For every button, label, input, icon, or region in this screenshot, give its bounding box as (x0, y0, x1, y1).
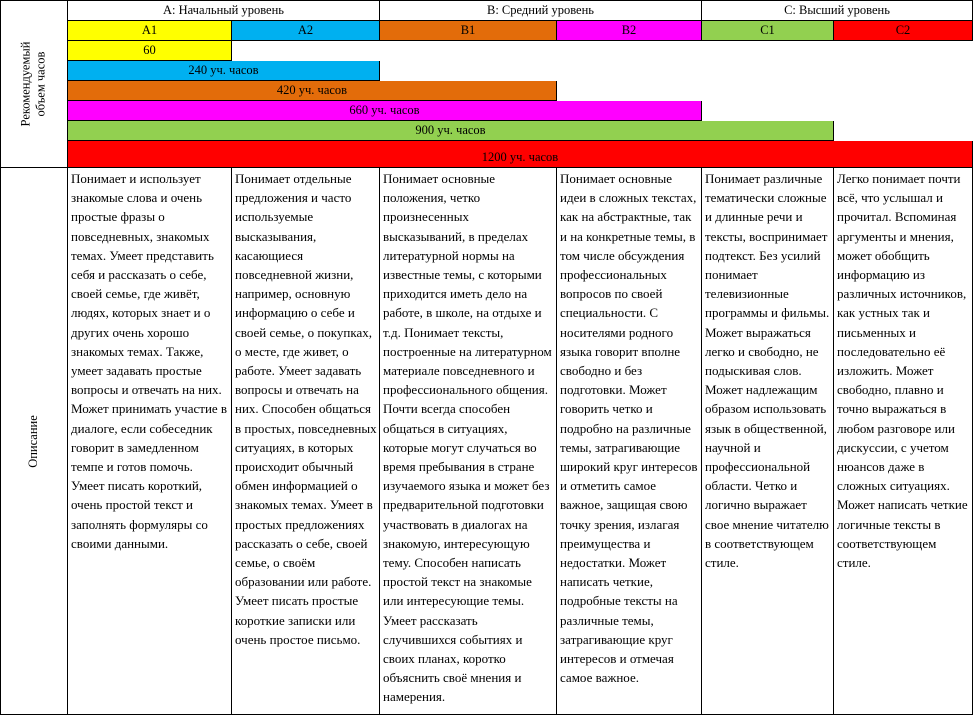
level-header-a1-label: A1 (141, 23, 158, 37)
hours-bar-b2 (68, 101, 702, 121)
level-header-b1-label: B1 (460, 23, 476, 37)
group-header-c-label: C: Высший уровень (784, 2, 890, 17)
level-header-a2-label: A2 (297, 23, 314, 37)
level-header-c2 (834, 21, 973, 41)
group-header-c (702, 0, 973, 21)
hours-bar-a1-label: 60 (143, 43, 156, 57)
level-header-b1 (380, 21, 557, 41)
level-header-b2 (557, 21, 702, 41)
hours-bar-b1 (68, 81, 557, 101)
hours-bar-c1 (68, 121, 834, 141)
level-header-c1-label: C1 (760, 23, 775, 37)
level-header-b2-label: B2 (621, 23, 637, 37)
description-c1: Понимает различные тематически сложные и длинные речи и тексты, воспринимает подтекст. Без усилий понимает телевизионные программы и фильмы. Может выражаться легко и свободно, не подыскивая слов. Может надлежащим образом использовать язык в общественной, научной и профессиональной области. Четко и логично выражает свое мнение читателю в соответствующем стиле. (702, 168, 834, 715)
description-b2: Понимает основные идеи в сложных текстах, как на абстрактные, так и на конкретные темы, в том числе обсуждения профессиональных вопросов по своей специальности. С носителями родного языка говорит вполне свободно и без подготовки. Может говорить четко и подробно на различные темы, затрагивающие широкий круг интересов и отметить самое важное, защищая свою точку зрения, излагая преимущества и недостатки. Может написать четкие, подробные тексты на различные темы, затрагивающие круг интересов и отмечая самое важное. (557, 168, 702, 715)
row-label-description (0, 168, 68, 715)
description-a1: Понимает и использует знакомые слова и очень простые фразы о повседневных, знакомых темах. Умеет представить себя и рассказать о себе, своей семье, где живёт, людях, которых знает и о других очень хорошо знакомых темах. Также, умеет задавать простые вопросы и отвечать на них. Может принимать участие в диалоге, если собеседник говорит в замедленном темпе и готов помочь. Умеет писать короткий, очень простой текст и заполнять формуляры со своими данными. (68, 168, 232, 715)
row-label-hours (0, 0, 68, 168)
level-header-a1 (68, 21, 232, 41)
hours-bar-b1-label: 420 уч. часов (276, 83, 348, 97)
row-label-hours-text: Рекомендуемый объем часов (18, 41, 48, 126)
hours-bar-a2-label: 240 уч. часов (188, 63, 259, 77)
level-header-c2-label: C2 (895, 23, 911, 37)
level-header-a2 (232, 21, 380, 41)
hours-bar-c1-label: 900 уч. часов (415, 123, 486, 137)
group-header-b (380, 0, 702, 21)
level-header-c1 (702, 21, 834, 41)
hours-bar-b2-label: 660 уч. часов (349, 103, 420, 117)
hours-bar-a1 (68, 41, 232, 61)
hours-bar-a2 (68, 61, 380, 81)
hours-bar-c2 (68, 141, 973, 168)
description-c2: Легко понимает почти всё, что услышал и прочитал. Вспоминая аргументы и мнения, может обобщить информацию из различных источников, как устных так и письменных и последовательно её изложить. Может свободно, плавно и точно выражаться в любом разговоре или дискуссии, с учетом нюансов даже в сложных ситуациях. Может написать четкие логичные тексты в соответствующем стиле. (834, 168, 973, 715)
group-header-a (68, 0, 380, 21)
group-header-b-label: B: Средний уровень (487, 2, 594, 17)
hours-bar-c2-label: 1200 уч. часов (481, 149, 559, 164)
group-header-a-label: A: Начальный уровень (162, 2, 284, 17)
description-a2: Понимает отдельные предложения и часто используемые высказывания, касающиеся повседневной жизни, например, основную информацию о себе и своей семье, о покупках, о месте, где живет, о работе. Умеет задавать вопросы и отвечать на них. Способен общаться в простых, повседневных ситуациях, в которых происходит обычный обмен информацией о знакомых темах. Умеет в простых предложениях рассказать о себе, своей семье, о своём образовании или работе. Умеет писать простые короткие записки или очень простое письмо. (232, 168, 380, 715)
description-b1: Понимает основные положения, четко произнесенных высказываний, в пределах литературной нормы на известные темы, с которыми приходится иметь дело на работе, в школе, на отдыхе и т.д. Понимает тексты, построенные на литературном материале повседневного и профессионального общения. Почти всегда способен общаться в ситуациях, которые могут случаться во время пребывания в стране изучаемого языка и может без предварительной подготовки участвовать в диалогах на знакомую, интересующую тему. Способен написать простой текст на знакомые или интересующие темы. Умеет рассказать случившихся событиях и своих планах, коротко объяснить своё мнения и намерения. (380, 168, 557, 715)
row-label-description-text: Описание (26, 414, 40, 468)
